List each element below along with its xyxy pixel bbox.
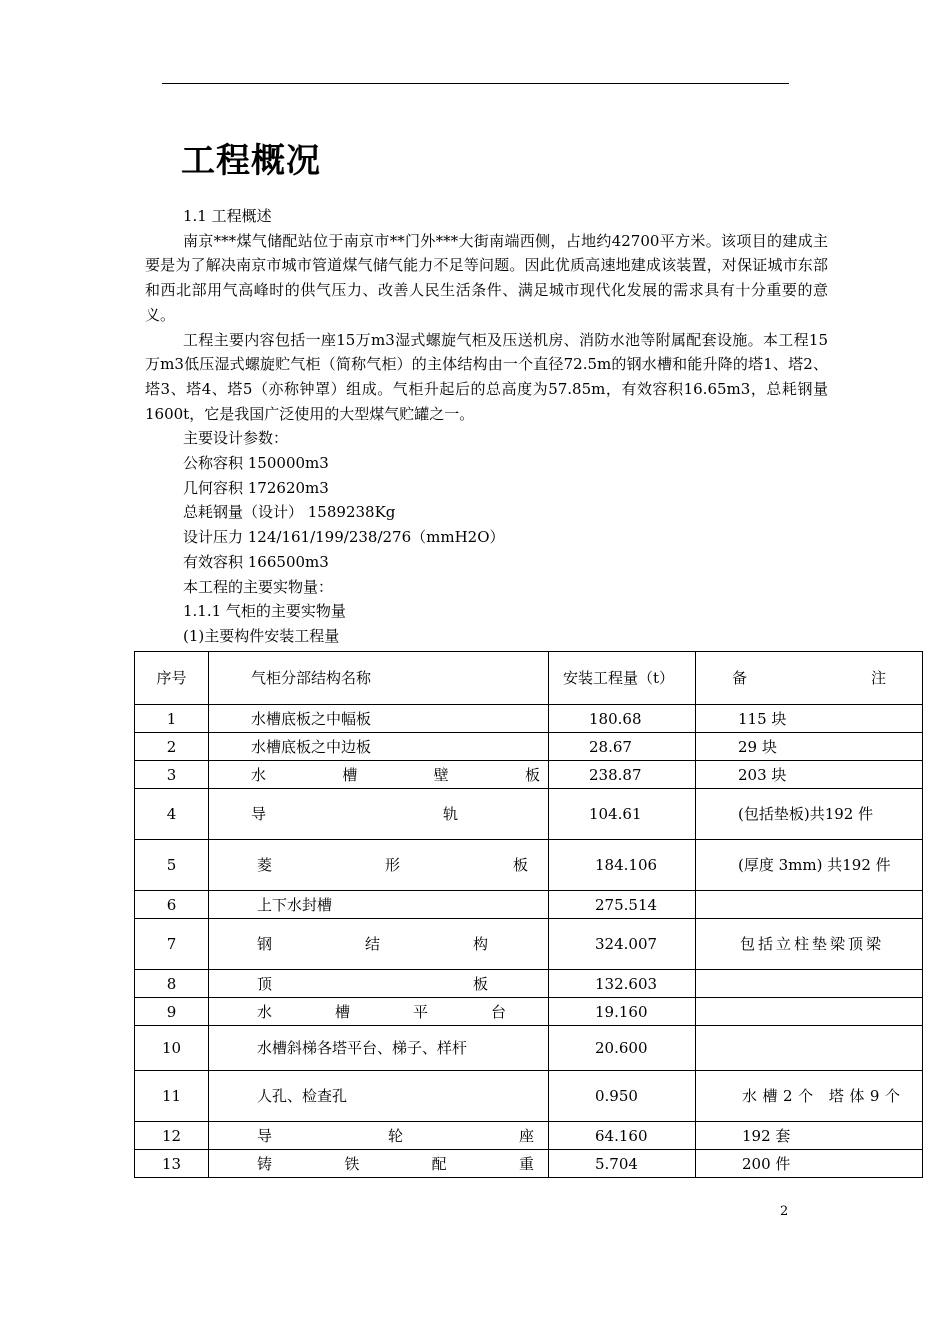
row-qty: 132.603 [549,970,696,998]
row-no: 7 [135,919,209,970]
design-param: 几何容积 172620m3 [183,478,329,497]
subsection-heading: 1.1.1 气柜的主要实物量 [183,602,346,621]
document-body [145,204,828,649]
design-param: 设计压力 124/161/199/238/276（mmH2O） [183,528,505,547]
table-row [135,891,923,919]
row-qty: 20.600 [549,1026,696,1071]
row-no: 13 [135,1150,209,1178]
row-note: (厚度 3mm) 共192 件 [696,840,923,891]
row-name: 水槽底板之中边板 [209,733,549,761]
row-no: 3 [135,761,209,789]
row-qty: 180.68 [549,705,696,733]
row-no: 5 [135,840,209,891]
table-row [135,705,923,733]
quantity-table [134,651,923,1178]
row-qty: 64.160 [549,1122,696,1150]
row-qty: 5.704 [549,1150,696,1178]
row-no: 9 [135,998,209,1026]
paragraph-2: 工程主要内容包括一座15万m3湿式螺旋气柜及压送机房、消防水池等附属配套设施。本工程15万m3低压湿式螺旋贮气柜（简称气柜）的主体结构由一个直径72.5m的钢水槽和能升降的塔1、塔2、塔3、塔4、塔5（亦称钟罩）组成。气柜升起后的总高度为57.85m，有效容积16.65m3，总耗钢量1600t，它是我国广泛使用的大型煤气贮罐之一。 [145,330,828,423]
row-no: 1 [135,705,209,733]
table-row [135,970,923,998]
row-note [696,998,923,1026]
header-name: 气柜分部结构名称 [209,652,549,705]
row-note [696,891,923,919]
row-name: 上下水封槽 [209,891,549,919]
table-row [135,1071,923,1122]
quantities-heading: 本工程的主要实物量： [183,577,334,596]
page-number: 2 [780,1204,789,1219]
header-no: 序号 [135,652,209,705]
header-rule [162,83,789,84]
table-row [135,761,923,789]
table-row [135,789,923,840]
paragraph-1: 南京***煤气储配站位于南京市**门外***大街南端西侧，占地约42700平方米。该项目的建成主要是为了解决南京市城市管道煤气储气能力不足等问题。因此优质高速地建成该装置，对保证城市东部和西北部用气高峰时的供气压力、改善人民生活条件、满足城市现代化发展的需求具有十分重要的意义。 [145,231,828,324]
row-qty: 184.106 [549,840,696,891]
row-no: 4 [135,789,209,840]
row-qty: 275.514 [549,891,696,919]
header-note: 备注 [732,669,886,687]
row-note: 192 套 [696,1122,923,1150]
row-qty: 324.007 [549,919,696,970]
row-name: 水槽斜梯各塔平台、梯子、样杆 [209,1026,549,1071]
row-note [696,970,923,998]
table-row [135,733,923,761]
table-header-row [135,652,923,705]
row-name: 人孔、检查孔 [209,1071,549,1122]
row-no: 11 [135,1071,209,1122]
row-name: 钢结构 [257,935,488,953]
row-name: 菱形板 [257,856,528,874]
page-title: 工程概况 [181,141,321,181]
row-note: 203 块 [696,761,923,789]
table-caption: (1)主要构件安装工程量 [183,626,340,645]
row-qty: 19.160 [549,998,696,1026]
design-param: 有效容积 166500m3 [183,552,329,571]
row-name: 水槽壁板 [251,765,540,784]
table-row [135,919,923,970]
design-param: 总耗钢量（设计） 1589238Kg [183,503,396,522]
row-no: 2 [135,733,209,761]
section-heading: 1.1 工程概述 [183,207,272,225]
row-name: 顶板 [257,974,488,993]
row-name: 导轨 [251,805,458,823]
header-qty: 安装工程量（t） [549,652,696,705]
table-row [135,998,923,1026]
row-name: 导轮座 [257,1126,534,1145]
row-note: (包括垫板)共192 件 [696,789,923,840]
row-name: 水槽底板之中幅板 [209,705,549,733]
row-name: 水槽平台 [257,1002,506,1021]
table-row [135,1150,923,1178]
row-note: 200 件 [696,1150,923,1178]
row-note: 115 块 [696,705,923,733]
row-qty: 28.67 [549,733,696,761]
row-qty: 0.950 [549,1071,696,1122]
row-qty: 238.87 [549,761,696,789]
row-note: 包括立柱垫梁顶梁 [696,919,923,970]
row-no: 6 [135,891,209,919]
table-row [135,840,923,891]
row-note: 29 块 [696,733,923,761]
design-params-heading: 主要设计参数： [183,429,289,448]
row-name: 铸铁配重 [257,1154,534,1173]
row-no: 10 [135,1026,209,1071]
row-note [696,1026,923,1071]
row-no: 12 [135,1122,209,1150]
table-row [135,1122,923,1150]
row-qty: 104.61 [549,789,696,840]
row-no: 8 [135,970,209,998]
design-param: 公称容积 150000m3 [183,454,329,473]
row-note: 水槽2个 塔体9个 [742,1087,900,1105]
table-row [135,1026,923,1071]
